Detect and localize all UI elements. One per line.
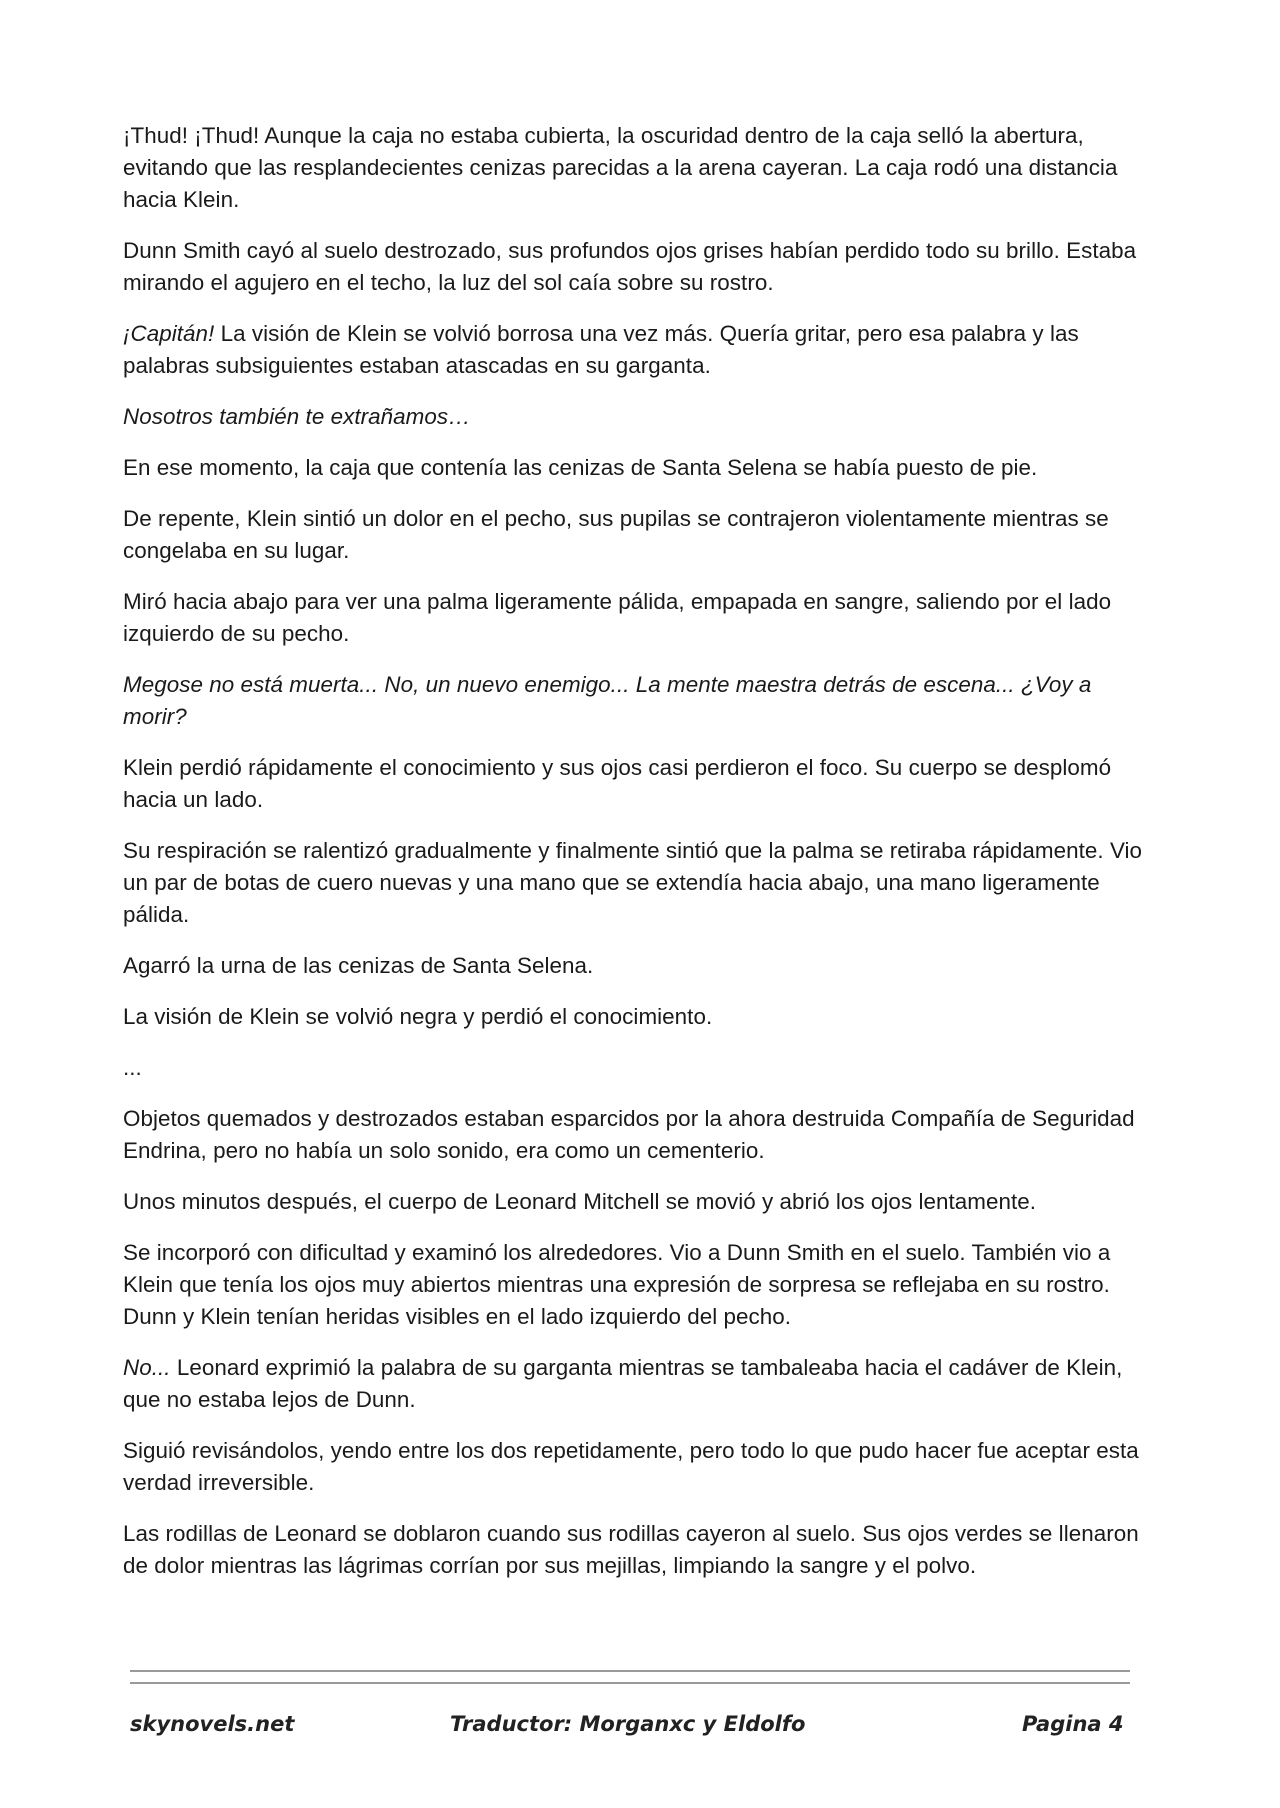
paragraph-10: Su respiración se ralentizó gradualmente y finalmente sintió que la palma se retiraba rápidamente. Vio un par de botas de cuero nuevas y una mano que se extendía hacia abajo, una mano ligeramente pálida. (123, 838, 1143, 927)
paragraph-1: ¡Thud! ¡Thud! Aunque la caja no estaba cubierta, la oscuridad dentro de la caja selló la abertura, evitando que las resplandecientes cenizas parecidas a la arena cayeran. La caja rodó una distancia hacia Klein. (123, 123, 1118, 212)
paragraph-8: Megose no está muerta... No, un nuevo enemigo... La mente maestra detrás de escena... ¿Voy a morir? (123, 672, 1092, 729)
paragraph-text: La visión de Klein se volvió borrosa una vez más. Quería gritar, pero esa palabra y las palabras subsiguientes estaban atascadas en su garganta. (123, 321, 1079, 378)
paragraph-3 (123, 318, 1153, 382)
italic-lead: ¡Capitán! (123, 321, 215, 346)
paragraph-12: La visión de Klein se volvió negra y perdió el conocimiento. (123, 1004, 713, 1029)
body-text (123, 120, 1153, 1601)
footer-divider-top (130, 1670, 1130, 1672)
footer-page-number: Pagina 4 (1022, 1712, 1124, 1736)
paragraph-14: Objetos quemados y destrozados estaban esparcidos por la ahora destruida Compañía de Seguridad Endrina, pero no había un solo sonido, era como un cementerio. (123, 1106, 1135, 1163)
italic-lead: No... (123, 1355, 171, 1380)
paragraph-11: Agarró la urna de las cenizas de Santa Selena. (123, 953, 594, 978)
footer-divider-bottom (130, 1682, 1130, 1684)
paragraph-5: En ese momento, la caja que contenía las cenizas de Santa Selena se había puesto de pie. (123, 455, 1038, 480)
footer-site: skynovels.net (130, 1712, 295, 1736)
scene-break: ... (123, 1055, 142, 1080)
paragraph-9: Klein perdió rápidamente el conocimiento y sus ojos casi perdieron el foco. Su cuerpo se desplomó hacia un lado. (123, 755, 1112, 812)
paragraph-19: Las rodillas de Leonard se doblaron cuando sus rodillas cayeron al suelo. Sus ojos verdes se llenaron de dolor mientras las lágrimas corrían por sus mejillas, limpiando la sangre y el polvo. (123, 1521, 1139, 1578)
footer-translator: Traductor: Morganxc y Eldolfo (450, 1712, 806, 1736)
paragraph-2: Dunn Smith cayó al suelo destrozado, sus profundos ojos grises habían perdido todo su brillo. Estaba mirando el agujero en el techo, la luz del sol caía sobre su rostro. (123, 238, 1137, 295)
paragraph-15: Unos minutos después, el cuerpo de Leonard Mitchell se movió y abrió los ojos lentamente. (123, 1189, 1037, 1214)
paragraph-18: Siguió revisándolos, yendo entre los dos repetidamente, pero todo lo que pudo hacer fue aceptar esta verdad irreversible. (123, 1438, 1139, 1495)
paragraph-4: Nosotros también te extrañamos… (123, 404, 471, 429)
paragraph-6: De repente, Klein sintió un dolor en el pecho, sus pupilas se contrajeron violentamente mientras se congelaba en su lugar. (123, 506, 1109, 563)
paragraph-7: Miró hacia abajo para ver una palma ligeramente pálida, empapada en sangre, saliendo por el lado izquierdo de su pecho. (123, 589, 1112, 646)
paragraph-16: Se incorporó con dificultad y examinó los alrededores. Vio a Dunn Smith en el suelo. También vio a Klein que tenía los ojos muy abiertos mientras una expresión de sorpresa se reflejaba en su rostro. Dunn y Klein tenían heridas visibles en el lado izquierdo del pecho. (123, 1240, 1111, 1329)
paragraph-17 (123, 1352, 1153, 1416)
paragraph-text: Leonard exprimió la palabra de su garganta mientras se tambaleaba hacia el cadáver de Klein, que no estaba lejos de Dunn. (123, 1355, 1123, 1412)
